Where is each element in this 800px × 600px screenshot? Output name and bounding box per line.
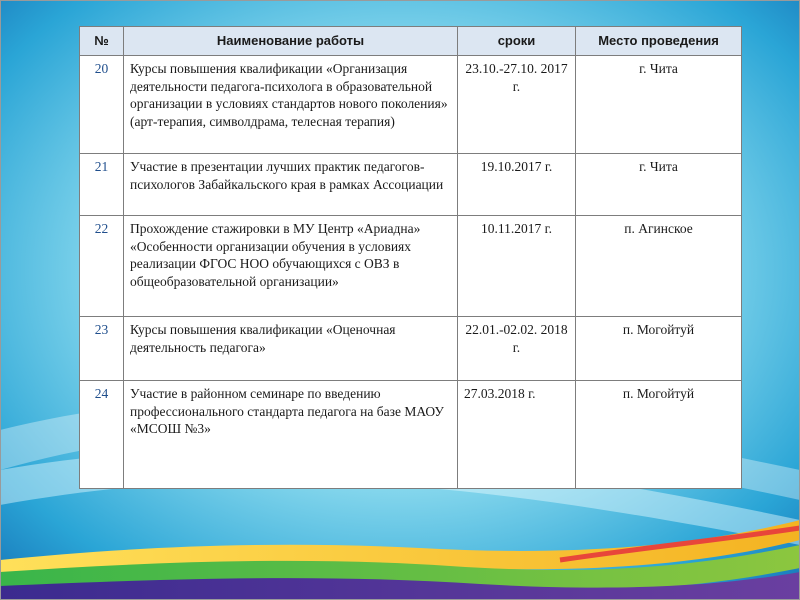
row-name: Участие в районном семинаре по введению профессионального стандарта педагога на базе МАОУ «МСОШ №3» [124,381,458,489]
row-dates: 27.03.2018 г. [458,381,576,489]
row-place: п. Агинское [576,216,742,317]
table-row [80,56,742,154]
row-dates: 19.10.2017 г. [458,154,576,216]
table-row [80,154,742,216]
row-number: 21 [80,154,124,216]
header-place: Место проведения [576,27,742,56]
row-number: 24 [80,381,124,489]
row-place: г. Чита [576,154,742,216]
table-row [80,216,742,317]
work-table [79,26,742,489]
row-number: 23 [80,317,124,381]
row-place: г. Чита [576,56,742,154]
row-name: Прохождение стажировки в МУ Центр «Ариадна» «Особенности организации обучения в условиях реализации ФГОС НОО обучающихся с ОВЗ в общеобразовательной организации» [124,216,458,317]
row-dates: 10.11.2017 г. [458,216,576,317]
row-number: 20 [80,56,124,154]
table-row [80,381,742,489]
table-header-row [80,27,742,56]
header-name: Наименование работы [124,27,458,56]
row-place: п. Могойтуй [576,317,742,381]
row-name: Курсы повышения квалификации «Организация деятельности педагога-психолога в образовательной организации в условиях стандартов нового поколения» (арт-терапия, символдрама, телесная терапия) [124,56,458,154]
row-number: 22 [80,216,124,317]
row-dates: 22.01.-02.02. 2018 г. [458,317,576,381]
table-row [80,317,742,381]
row-name: Курсы повышения квалификации «Оценочная деятельность педагога» [124,317,458,381]
header-number: № [80,27,124,56]
row-name: Участие в презентации лучших практик педагогов-психологов Забайкальского края в рамках Ассоциации [124,154,458,216]
row-dates: 23.10.-27.10. 2017 г. [458,56,576,154]
header-dates: сроки [458,27,576,56]
row-place: п. Могойтуй [576,381,742,489]
